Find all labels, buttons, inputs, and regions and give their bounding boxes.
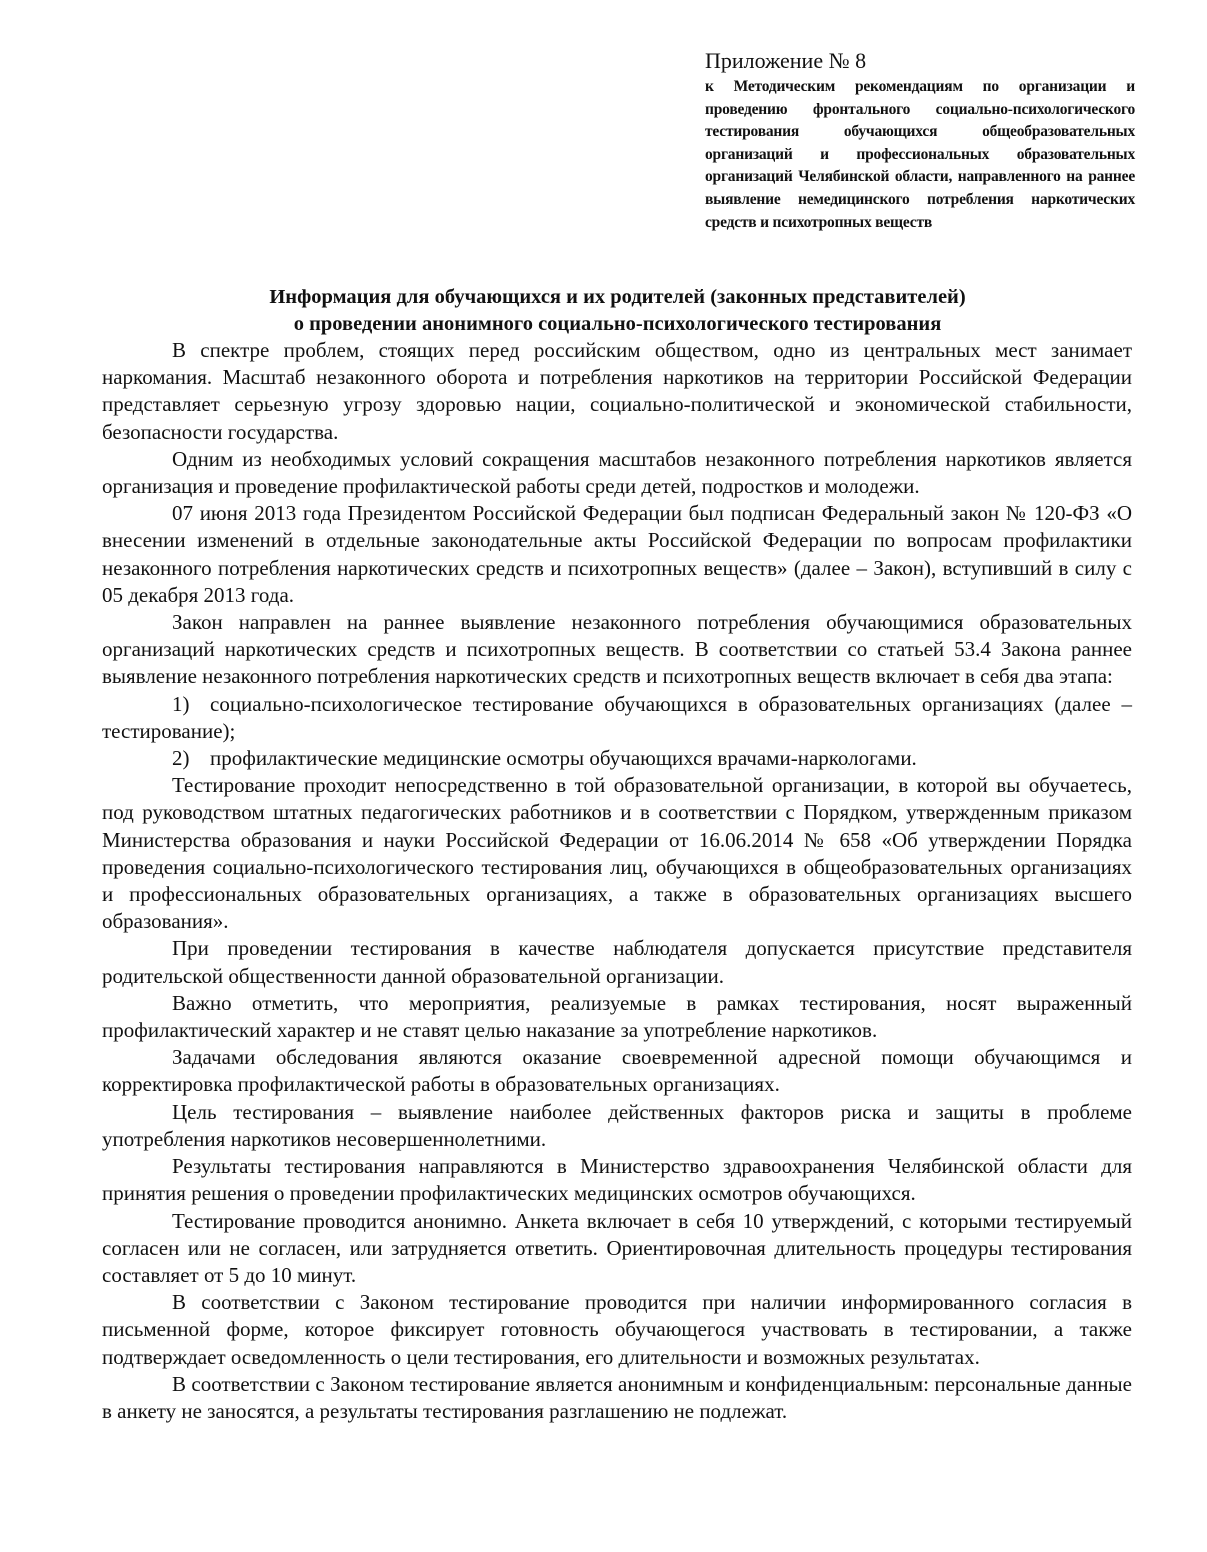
list-item-1-text: социально-психологическое тестирование обучающихся в образовательных организациях (далее – тестирование); bbox=[102, 691, 1132, 743]
paragraph-2: Одним из необходимых условий сокращения масштабов незаконного потребления наркотиков является организация и проведение профилактической работы среди детей, подростков и молодежи. bbox=[102, 446, 1132, 499]
paragraph-7: Важно отметить, что мероприятия, реализуемые в рамках тестирования, носят выраженный профилактический характер и не ставят целью наказание за употребление наркотиков. bbox=[102, 990, 1132, 1043]
heading-line-1: Информация для обучающихся и их родителей (законных представителей) bbox=[269, 286, 966, 308]
appendix-text: к Методическим рекомендациям по организации и проведению фронтального социально-психологического тестирования обучающихся общеобразовательных организаций и профессиональных образовательных организаций Челябинской области, направленного на раннее выявление немедицинского потребления наркотических средств и психотропных веществ bbox=[705, 78, 1135, 231]
list-item-2 bbox=[102, 745, 1132, 772]
paragraph-12: В соответствии с Законом тестирование проводится при наличии информированного согласия в письменной форме, которое фиксирует готовность обучающегося участвовать в тестировании, а также подтверждает осведомленность о цели тестирования, его длительности и возможных результатах. bbox=[102, 1290, 1132, 1369]
list-item-1-number: 1) bbox=[172, 691, 190, 716]
paragraph-10: Результаты тестирования направляются в Министерство здравоохранения Челябинской области для принятия решения о проведении профилактических медицинских осмотров обучающихся. bbox=[102, 1154, 1132, 1206]
appendix-title: Приложение № 8 bbox=[705, 48, 867, 73]
document-body bbox=[102, 337, 1132, 1425]
paragraph-4: Закон направлен на раннее выявление незаконного потребления обучающимися образовательных организаций наркотических средств и психотропных веществ. В соответствии со статьей 53.4 Закона раннее выявление незаконного потребления наркотических средств и психотропных веществ включает в себя два этапа: bbox=[102, 610, 1132, 689]
paragraph-9: Цель тестирования – выявление наиболее действенных факторов риска и защиты в проблеме употребления наркотиков несовершеннолетними. bbox=[102, 1099, 1132, 1151]
paragraph-6: При проведении тестирования в качестве наблюдателя допускается присутствие представителя родительской общественности данной образовательной организации. bbox=[102, 936, 1132, 988]
list-item-2-number: 2) bbox=[172, 746, 190, 771]
paragraph-1: В спектре проблем, стоящих перед российским обществом, одно из центральных мест занимает наркомания. Масштаб незаконного оборота и потребления наркотиков на территории Российской Федерации представляет серьезную угрозу здоровью нации, социально-политической и экономической стабильности, безопасности государства. bbox=[102, 338, 1132, 444]
document-heading bbox=[100, 284, 1135, 338]
list-item-2-text: профилактические медицинские осмотры обучающихся врачами-наркологами. bbox=[210, 746, 917, 771]
paragraph-5: Тестирование проходит непосредственно в той образовательной организации, в которой вы обучаетесь, под руководством штатных педагогических работников и в соответствии с Порядком, утвержденным приказом Министерства образования и науки Российской Федерации от 16.06.2014 № 658 «Об утверждении Порядка проведения социально-психологического тестирования лиц, обучающихся в общеобразовательных организациях и профессиональных образовательных организациях, а также в образовательных организациях высшего образования». bbox=[102, 773, 1132, 934]
paragraph-8: Задачами обследования являются оказание своевременной адресной помощи обучающимся и корректировка профилактической работы в образовательных организациях. bbox=[102, 1045, 1132, 1097]
appendix-block bbox=[705, 48, 1135, 234]
list-item-1 bbox=[102, 691, 1132, 745]
paragraph-13: В соответствии с Законом тестирование является анонимным и конфиденциальным: персональные данные в анкету не заносятся, а результаты тестирования разглашению не подлежат. bbox=[102, 1371, 1132, 1423]
heading-line-2: о проведении анонимного социально-психологического тестирования bbox=[293, 313, 942, 335]
paragraph-3: 07 июня 2013 года Президентом Российской Федерации был подписан Федеральный закон № 120-ФЗ «О внесении изменений в отдельные законодательные акты Российской Федерации по вопросам профилактики незаконного потребления наркотических средств и психотропных веществ» (далее – Закон), вступивший в силу с 05 декабря 2013 года. bbox=[102, 501, 1132, 607]
paragraph-11: Тестирование проводится анонимно. Анкета включает в себя 10 утверждений, с которыми тестируемый согласен или не согласен, или затрудняется ответить. Ориентировочная длительность процедуры тестирования составляет от 5 до 10 минут. bbox=[102, 1208, 1132, 1287]
